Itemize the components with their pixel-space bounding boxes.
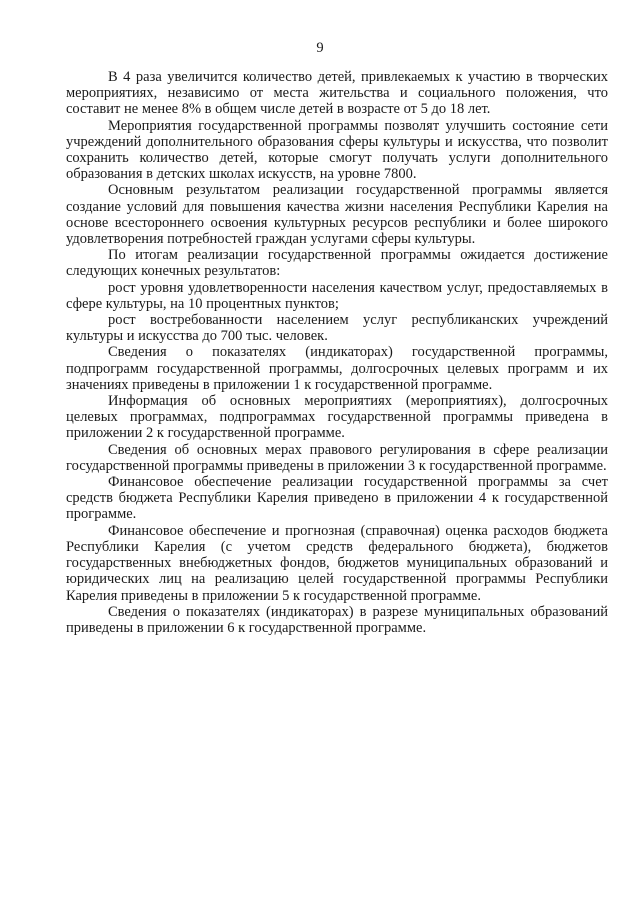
paragraph-appendix-1: Сведения о показателях (индикаторах) государственной программы, подпрограмм государственной программы, долгосрочных целевых программ и их значениях приведены в приложении 1 к государственной программе. [66,344,608,393]
document-body [66,69,608,636]
paragraph-network-improvement: Мероприятия государственной программы позволят улучшить состояние сети учреждений дополнительного образования сферы культуры и искусства, что позволит сохранить количество детей, которые смогут получать услуги дополнительного образования в детских школах искусств, на уровне 7800. [66,117,608,183]
paragraph-expected-results: По итогам реализации государственной программы ожидается достижение следующих конечных результатов: [66,247,608,280]
paragraph-demand-growth: рост востребованности населением услуг республиканских учреждений культуры и искусства до 700 тыс. человек. [66,312,608,345]
paragraph-children-participation: В 4 раза увеличится количество детей, привлекаемых к участию в творческих мероприятиях, независимо от места жительства и социального положения, что составит не менее 8% в общем числе детей в возрасте от 5 до 18 лет. [66,69,608,118]
page-number: 9 [316,40,324,56]
paragraph-appendix-6: Сведения о показателях (индикаторах) в разрезе муниципальных образований приведены в приложении 6 к государственной программе. [66,603,608,636]
paragraph-appendix-3: Сведения об основных мерах правового регулирования в сфере реализации государственной программы приведены в приложении 3 к государственной программе. [66,441,608,474]
paragraph-satisfaction-growth: рост уровня удовлетворенности населения качеством услуг, предоставляемых в сфере культуры, на 10 процентных пунктов; [66,279,608,312]
paragraph-main-result: Основным результатом реализации государственной программы является создание условий для повышения качества жизни населения Республики Карелия на основе всестороннего освоения культурных ресурсов республики и более широкого удовлетворения потребностей граждан услугами сферы культуры. [66,182,608,248]
paragraph-appendix-4: Финансовое обеспечение реализации государственной программы за счет средств бюджета Республики Карелия приведено в приложении 4 к государственной программе. [66,474,608,523]
paragraph-appendix-2: Информация об основных мероприятиях (мероприятиях), долгосрочных целевых программах, подпрограммах государственной программы приведена в приложении 2 к государственной программе. [66,393,608,442]
paragraph-appendix-5: Финансовое обеспечение и прогнозная (справочная) оценка расходов бюджета Республики Карелия (с учетом средств федерального бюджета), бюджетов государственных внебюджетных фондов, бюджетов муниципальных образований и юридических лиц на реализацию целей государственной программы Республики Карелия приведены в приложении 5 к государственной программе. [66,522,608,604]
